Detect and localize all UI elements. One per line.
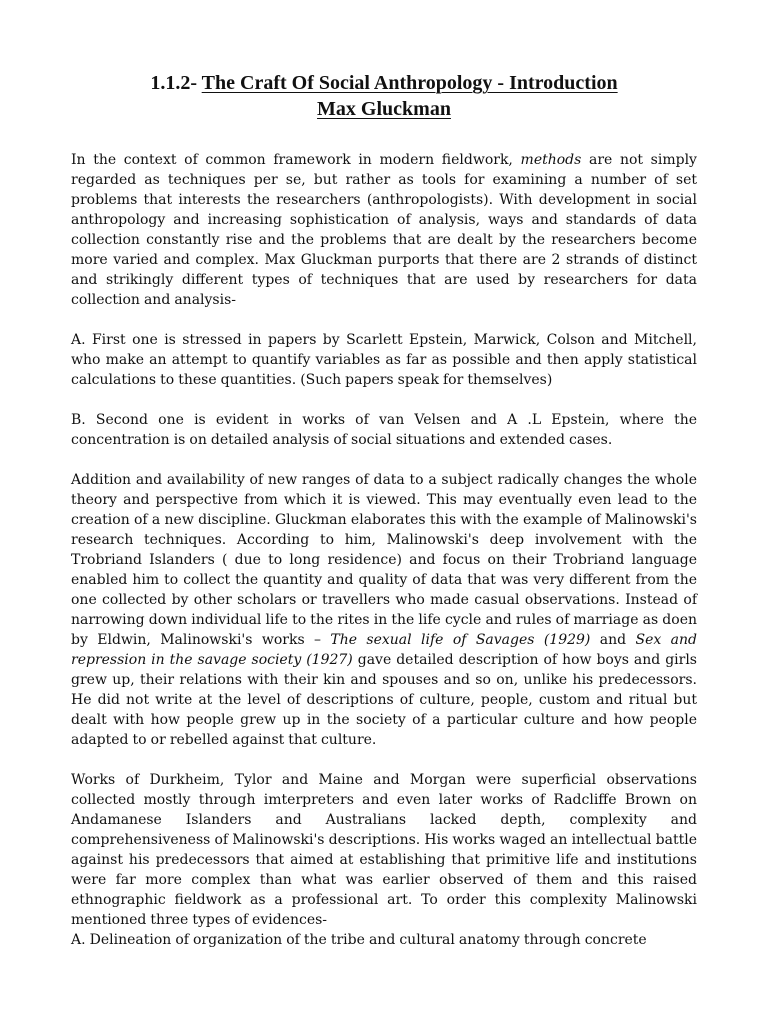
paragraph-intro-text-a: In the context of common framework in modern fieldwork,	[71, 152, 513, 168]
title-line	[71, 70, 697, 96]
book-title-sexual-life: The sexual life of Savages (1929)	[330, 632, 591, 648]
book-title-sex-repression: Sex and repression in the savage society (1927)	[71, 632, 697, 668]
section-number: 1.1.2-	[150, 72, 198, 94]
page-title: The Craft Of Social Anthropology - Introduction	[201, 72, 618, 94]
conjunction: and	[599, 632, 627, 648]
paragraph-strand-a: A. First one is stressed in papers by Scarlett Epstein, Marwick, Colson and Mitchell, who make an attempt to quantify variables as far as possible and then apply statistical calculations to these quantities. (Such papers speak for themselves)	[71, 332, 697, 388]
author-name: Max Gluckman	[317, 98, 451, 120]
paragraph-malinowski	[71, 470, 697, 750]
paragraph-intro-text-b: are not simply regarded as techniques per se, but rather as tools for examining a number of set problems that interests the researchers (anthropologists). With development in social anthropology and increasing sophistication of analysis, ways and standards of data collection constantly rise and the problems that are dealt by the researchers become more varied and complex. Max Gluckman purports that there are 2 strands of distinct and strikingly different types of techniques that are used by researchers for data collection and analysis-	[71, 152, 697, 308]
paragraph-intro	[71, 150, 697, 310]
paragraph-strand-b: B. Second one is evident in works of van Velsen and A .L Epstein, where the concentration is on detailed analysis of social situations and extended cases.	[71, 412, 697, 448]
author-line	[71, 96, 697, 122]
paragraph-evidence-a: A. Delineation of organization of the tribe and cultural anatomy through concrete	[71, 932, 647, 948]
paragraph-predecessors: Works of Durkheim, Tylor and Maine and Morgan were superficial observations collected mostly through imterpreters and even later works of Radcliffe Brown on Andamanese Islanders and Australians lacked depth, complexity and comprehensiveness of Malinowski's descriptions. His works waged an intellectual battle against his predecessors that aimed at establishing that primitive life and institutions were far more complex than what was earlier observed of them and this raised ethnographic fieldwork as a professional art. To order this complexity Malinowski mentioned three types of evidences-	[71, 772, 697, 928]
title-block	[71, 70, 697, 122]
paragraph-malinowski-text-a: Addition and availability of new ranges of data to a subject radically changes the whole theory and perspective from which it is viewed. This may eventually even lead to the creation of a new discipline. Gluckman elaborates this with the example of Malinowski's research techniques. According to him, Malinowski's deep involvement with the Trobriand Islanders ( due to long residence) and focus on their Trobriand language enabled him to collect the quantity and quality of data that was very different from the one collected by other scholars or travellers who made casual observations. Instead of narrowing down individual life to the rites in the life cycle and rules of marriage as doen by Eldwin, Malinowski's works –	[71, 472, 697, 648]
methods-emphasis: methods	[520, 152, 582, 168]
paragraph-malinowski-text-b: gave detailed description of how boys and girls grew up, their relations with their kin and spouses and so on, unlike his predecessors. He did not write at the level of descriptions of culture, people, custom and ritual but dealt with how people grew up in the society of a particular culture and how people adapted to or rebelled against that culture.	[71, 652, 697, 748]
